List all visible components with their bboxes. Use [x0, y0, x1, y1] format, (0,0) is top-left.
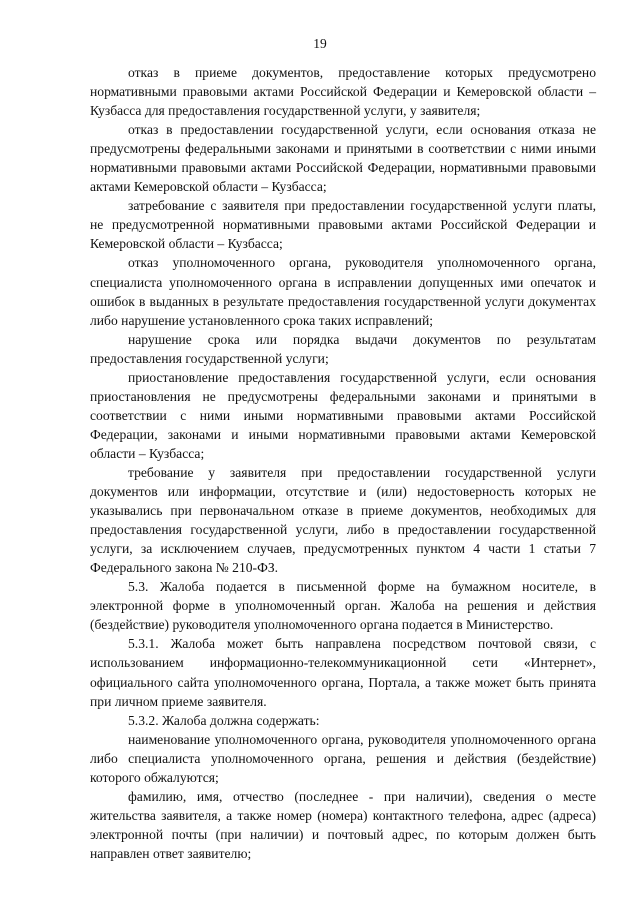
paragraph-refusal-service: отказ в предоставлении государственной услуги, если основания отказа не предусмотрены федеральными законами и принятыми в соответствии с ними иными нормативными правовыми актами Российской Федерации, нормативными правовыми актами Кемеровской области – Кузбасса;	[90, 122, 596, 195]
paragraph-deadline-violation: нарушение срока или порядка выдачи документов по результатам предоставления государственной услуги;	[90, 331, 596, 366]
paragraph-fee-demand: затребование с заявителя при предоставлении государственной услуги платы, не предусмотренной нормативными правовыми актами Российской Федерации и Кемеровской области – Кузбасса;	[90, 198, 596, 252]
page-number: 19	[313, 36, 327, 51]
paragraph-5-3-1: 5.3.1. Жалоба может быть направлена посредством почтовой связи, с использованием информационно-телекоммуникационной сети «Интернет», официального сайта уполномоченного органа, Портала, а также может быть принята при личном приеме заявителя.	[90, 636, 596, 709]
paragraph-document-demand: требование у заявителя при предоставлении государственной услуги документов или информации, отсутствие и (или) недостоверность которых не указывались при первоначальном отказе в приеме документов, необходимых для предоставления государственной услуги, либо в предоставлении государственной услуги, за исключением случаев, предусмотренных пунктом 4 части 1 статьи 7 Федерального закона № 210-ФЗ.	[90, 464, 596, 576]
paragraph-5-3-2: 5.3.2. Жалоба должна содержать:	[128, 712, 320, 728]
paragraph-suspension: приостановление предоставления государственной услуги, если основания приостановления не предусмотрены федеральными законами и принятыми в соответствии с ними иными нормативными правовыми актами Российской Федерации, законами и иными нормативными правовыми актами Кемеровской области – Кузбасса;	[90, 369, 596, 461]
paragraph-refusal-correction: отказ уполномоченного органа, руководителя уполномоченного органа, специалиста уполномоченного органа в исправлении допущенных ими опечаток и ошибок в выданных в результате предоставления государственной услуги документах либо нарушение установленного срока таких исправлений;	[90, 255, 596, 328]
paragraph-applicant-details: фамилию, имя, отчество (последнее - при наличии), сведения о месте жительства заявителя, а также номер (номера) контактного телефона, адрес (адреса) электронной почты (при наличии) и почтовый адрес, по которым должен быть направлен ответ заявителю;	[90, 788, 596, 861]
paragraph-5-3: 5.3. Жалоба подается в письменной форме на бумажном носителе, в электронной форме в уполномоченный орган. Жалоба на решения и действия (бездействие) руководителя уполномоченного органа подается в Министерство.	[90, 579, 596, 633]
document-body	[90, 63, 596, 863]
paragraph-authority-name: наименование уполномоченного органа, руководителя уполномоченного органа либо специалиста уполномоченного органа, решения и действия (бездействие) которого обжалуются;	[90, 731, 596, 785]
paragraph-refusal-acceptance: отказ в приеме документов, предоставление которых предусмотрено нормативными правовыми актами Российской Федерации и Кемеровской области – Кузбасса для предоставления государственной услуги, у заявителя;	[90, 65, 596, 119]
